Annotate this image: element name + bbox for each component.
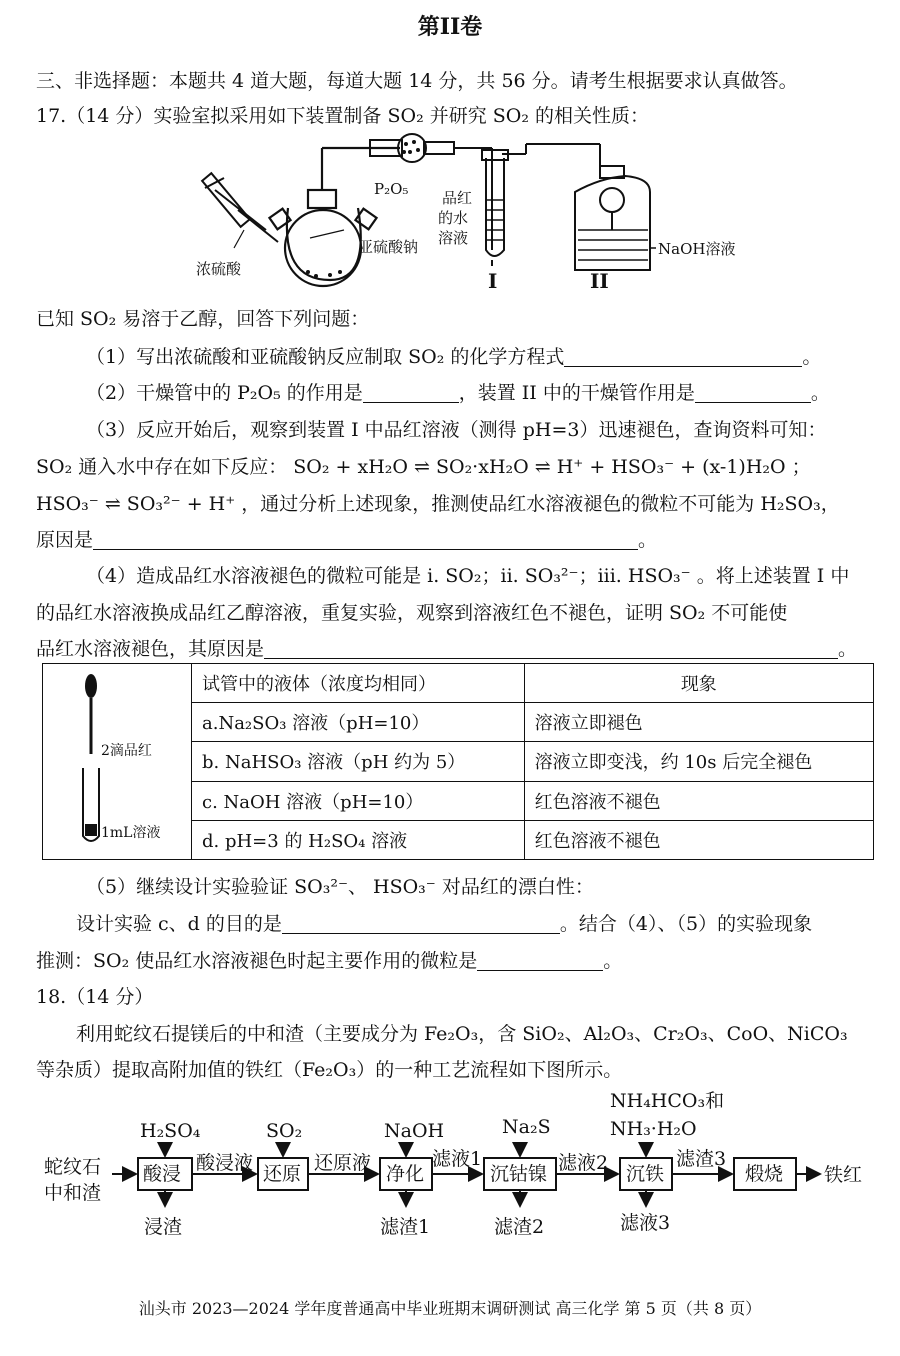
flow-byproduct-filtrate3: 滤液3 — [620, 1212, 671, 1234]
answer-blank-4[interactable] — [264, 638, 838, 659]
label-naoh: NaOH溶液 — [658, 240, 736, 258]
q17-part2-text-b: ，装置 II 中的干燥管作用是 — [458, 382, 695, 404]
flow-reagent-nh4hco3: NH₄HCO₃和 — [610, 1090, 725, 1112]
label-device-ii: II — [590, 269, 609, 293]
flow-step-purify: 净化 — [386, 1163, 425, 1185]
label-acid: 浓硫酸 — [196, 260, 242, 278]
q17-part4-line1: （4）造成品红水溶液褪色的微粒可能是 i. SO₂；ii. SO₃²⁻；iii. HSO₃⁻ 。将上述装置 I 中 — [86, 565, 850, 587]
flow-reagent-naoh: NaOH — [384, 1120, 445, 1142]
answer-blank-5b[interactable] — [477, 950, 603, 971]
flow-reagent-so2: SO₂ — [266, 1120, 303, 1142]
three-neck-flask — [269, 148, 400, 286]
tube-label-top: 2滴品红 — [101, 743, 152, 759]
table-cell-phenomenon: 红色溶液不褪色 — [524, 781, 873, 820]
flow-reagent-h2so4: H₂SO₄ — [140, 1120, 201, 1142]
table-cell-phenomenon: 红色溶液不褪色 — [524, 820, 873, 859]
page-footer: 汕头市 2023—2024 学年度普通高中毕业班期末调研测试 高三化学 第 5 页（共 8 页） — [138, 1299, 762, 1318]
table-cell-liquid: a.Na₂SO₃ 溶液（pH=10） — [192, 703, 525, 742]
page-title: 第II卷 — [417, 14, 483, 40]
answer-blank-2a[interactable] — [363, 382, 459, 403]
q17-part3-reason: 原因是 — [36, 529, 94, 551]
q17-part3-line4: 原因是 。 — [36, 529, 658, 551]
q18-intro-line1: 利用蛇纹石提镁后的中和渣（主要成分为 Fe₂O₃，含 SiO₂、Al₂O₃、Cr₂O₃、CoO、NiCO₃ — [76, 1023, 848, 1045]
table-cell-phenomenon: 溶液立即变浅，约 10s 后完全褪色 — [524, 742, 873, 781]
q17-part4-line3: 品红水溶液褪色，其原因是 。 — [36, 638, 858, 660]
flow-byproduct-leach-residue: 浸渣 — [144, 1216, 183, 1238]
flow-stream-leachate: 酸浸液 — [196, 1152, 254, 1174]
flow-step-acid-leach: 酸浸 — [143, 1163, 182, 1185]
q17-part2: （2）干燥管中的 P₂O₅ 的作用是 ，装置 II 中的干燥管作用是 。 — [86, 382, 830, 404]
q17-known: 已知 SO₂ 易溶于乙醇，回答下列问题： — [36, 308, 370, 330]
flow-stream-filtrate2: 滤液2 — [558, 1152, 609, 1174]
wash-bottle-liquid — [578, 230, 648, 260]
table-header-row — [43, 664, 874, 703]
flow-raw-2: 中和渣 — [44, 1182, 102, 1204]
q17-stem: 17.（14 分）实验室拟采用如下装置制备 SO₂ 并研究 SO₂ 的相关性质： — [36, 105, 650, 127]
flow-raw-1: 蛇纹石 — [44, 1156, 102, 1178]
test-tube-i-liquid — [486, 200, 504, 240]
wash-bottle-ii — [575, 144, 650, 270]
flow-step-calcine: 煅烧 — [745, 1163, 784, 1185]
label-device-i: I — [488, 269, 498, 293]
q17-part4-reason: 品红水溶液褪色，其原因是 — [36, 638, 265, 660]
q17-part5-line1: （5）继续设计实验验证 SO₃²⁻、 HSO₃⁻ 对品红的漂白性： — [86, 876, 594, 898]
syringe — [202, 173, 278, 242]
flow-stream-reduced: 还原液 — [314, 1152, 372, 1174]
q17-part3-line3: HSO₃⁻ ⇌ SO₃²⁻ + H⁺ ，通过分析上述现象，推测使品红水溶液褪色的微粒不可能为 H₂SO₃， — [36, 493, 840, 515]
q17-part3-line2: SO₂ 通入水中存在如下反应： SO₂ + xH₂O ⇌ SO₂·xH₂O ⇌ H⁺ + HSO₃⁻ + (x-1)H₂O ； — [36, 456, 811, 478]
flow-step-co-ni: 沉钴镍 — [490, 1163, 548, 1185]
test-tube-i — [482, 144, 600, 266]
table-cell-liquid: c. NaOH 溶液（pH=10） — [192, 781, 525, 820]
q17-part3-line1: （3）反应开始后，观察到装置 I 中品红溶液（测得 pH=3）迅速褪色，查询资料可知： — [86, 419, 827, 441]
table-header-phenomenon: 现象 — [524, 664, 873, 703]
flow-reagent-nh3h2o: NH₃·H₂O — [610, 1118, 697, 1140]
observation-table — [42, 663, 874, 860]
tube-illustration-cell — [43, 664, 192, 860]
q17-part5-line3: 推测：SO₂ 使品红水溶液褪色时起主要作用的微粒是 。 — [36, 950, 623, 972]
answer-blank-5a[interactable] — [282, 913, 560, 934]
label-dye-1: 品红 — [442, 189, 473, 207]
table-cell-liquid: b. NaHSO₃ 溶液（pH 约为 5） — [192, 742, 525, 781]
label-dye-2: 的水 — [438, 209, 469, 227]
q17-part5-line2 — [76, 911, 812, 937]
q17-part1-text: （1）写出浓硫酸和亚硫酸钠反应制取 SO₂ 的化学方程式 — [86, 346, 565, 368]
label-dye-3: 溶液 — [438, 229, 469, 247]
section-heading: 三、非选择题：本题共 4 道大题，每道大题 14 分，共 56 分。请考生根据要求认真做答。 — [36, 70, 798, 92]
q18-intro-line2: 等杂质）提取高附加值的铁红（Fe₂O₃）的一种工艺流程如下图所示。 — [36, 1059, 623, 1081]
q17-part5-combine: 。结合（4）、（5）的实验现象 — [559, 913, 813, 935]
flow-stream-filtrate1: 滤液1 — [432, 1148, 483, 1170]
flow-step-fe: 沉铁 — [626, 1163, 665, 1185]
p2o5-granules — [402, 140, 420, 154]
table-header-liquid: 试管中的液体（浓度均相同） — [192, 664, 525, 703]
q17-part5-purpose: 设计实验 c、d 的目的是 — [76, 913, 282, 935]
flow-product: 铁红 — [824, 1164, 863, 1186]
q17-part2-text-a: （2）干燥管中的 P₂O₅ 的作用是 — [86, 382, 363, 404]
answer-blank-1[interactable] — [564, 346, 802, 367]
q18-stem: 18.（14 分） — [36, 986, 154, 1008]
tube-label-bottom: 1mL溶液 — [101, 825, 161, 841]
flow-step-reduce: 还原 — [263, 1163, 302, 1185]
q17-part1: （1）写出浓硫酸和亚硫酸钠反应制取 SO₂ 的化学方程式 。 — [86, 346, 822, 368]
table-cell-liquid: d. pH=3 的 H₂SO₄ 溶液 — [192, 820, 525, 859]
q17-part4-line2: 的品红水溶液换成品红乙醇溶液，重复实验，观察到溶液红色不褪色，证明 SO₂ 不可能使 — [36, 602, 788, 624]
flow-byproduct-residue1: 滤渣1 — [380, 1216, 431, 1238]
flow-reagent-na2s: Na₂S — [502, 1116, 551, 1138]
answer-blank-3[interactable] — [93, 529, 638, 550]
table-cell-phenomenon: 溶液立即褪色 — [524, 703, 873, 742]
answer-blank-2b[interactable] — [695, 382, 811, 403]
q17-part5-conclusion: 推测：SO₂ 使品红水溶液褪色时起主要作用的微粒是 — [36, 950, 478, 972]
flow-byproduct-residue2: 滤渣2 — [494, 1216, 545, 1238]
label-p2o5: P₂O₅ — [374, 180, 409, 198]
label-salt: 亚硫酸钠 — [358, 238, 419, 256]
flow-stream-residue3: 滤渣3 — [676, 1148, 727, 1170]
